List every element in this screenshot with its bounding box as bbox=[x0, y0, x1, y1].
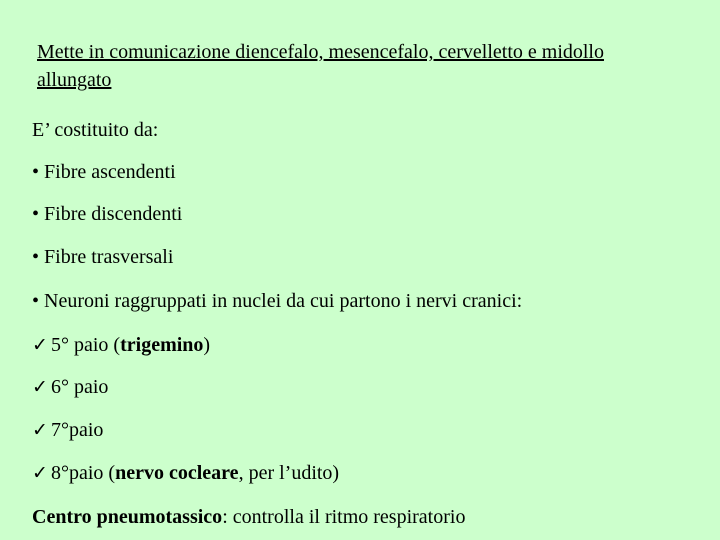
check-icon: ✓ bbox=[32, 376, 48, 398]
intro-text: E’ costituito da: bbox=[32, 119, 159, 141]
footer-text: : controlla il ritmo respiratorio bbox=[222, 506, 466, 528]
nerve-text: 5° paio ( bbox=[51, 334, 121, 356]
bullet-item bbox=[32, 245, 173, 269]
nerve-item bbox=[32, 418, 103, 442]
nerve-item bbox=[32, 375, 108, 399]
check-icon: ✓ bbox=[32, 462, 48, 484]
nerve-item bbox=[32, 461, 339, 485]
nerve-text: 7°paio bbox=[51, 419, 104, 441]
footer-bold-text: Centro pneumotassico bbox=[32, 506, 223, 528]
bullet-item bbox=[32, 202, 182, 226]
bullet-text: Fibre trasversali bbox=[44, 246, 174, 268]
nerve-bold-text: trigemino bbox=[120, 334, 204, 356]
bullet-text: Fibre discendenti bbox=[44, 203, 183, 225]
footer-line bbox=[32, 505, 465, 529]
bullet-icon: • bbox=[32, 161, 40, 183]
nerve-item bbox=[32, 333, 210, 357]
bullet-icon: • bbox=[32, 290, 40, 312]
bullet-icon: • bbox=[32, 203, 40, 225]
check-icon: ✓ bbox=[32, 419, 48, 441]
nerve-bold-text: nervo cocleare bbox=[115, 462, 239, 484]
bullet-text: Fibre ascendenti bbox=[44, 161, 176, 183]
bullet-item bbox=[32, 160, 176, 184]
bullet-icon: • bbox=[32, 246, 40, 268]
nerve-text: 6° paio bbox=[51, 376, 109, 398]
bullet-text: Neuroni raggruppati in nuclei da cui partono i nervi cranici: bbox=[44, 290, 523, 312]
bullet-item bbox=[32, 289, 522, 313]
nerve-text-after: , per l’udito) bbox=[238, 462, 340, 484]
slide-heading: Mette in comunicazione diencefalo, mesencefalo, cervelletto e midollo allungato bbox=[37, 41, 604, 91]
nerve-text-after: ) bbox=[203, 334, 211, 356]
check-icon: ✓ bbox=[32, 334, 48, 356]
nerve-text: 8°paio ( bbox=[51, 462, 116, 484]
